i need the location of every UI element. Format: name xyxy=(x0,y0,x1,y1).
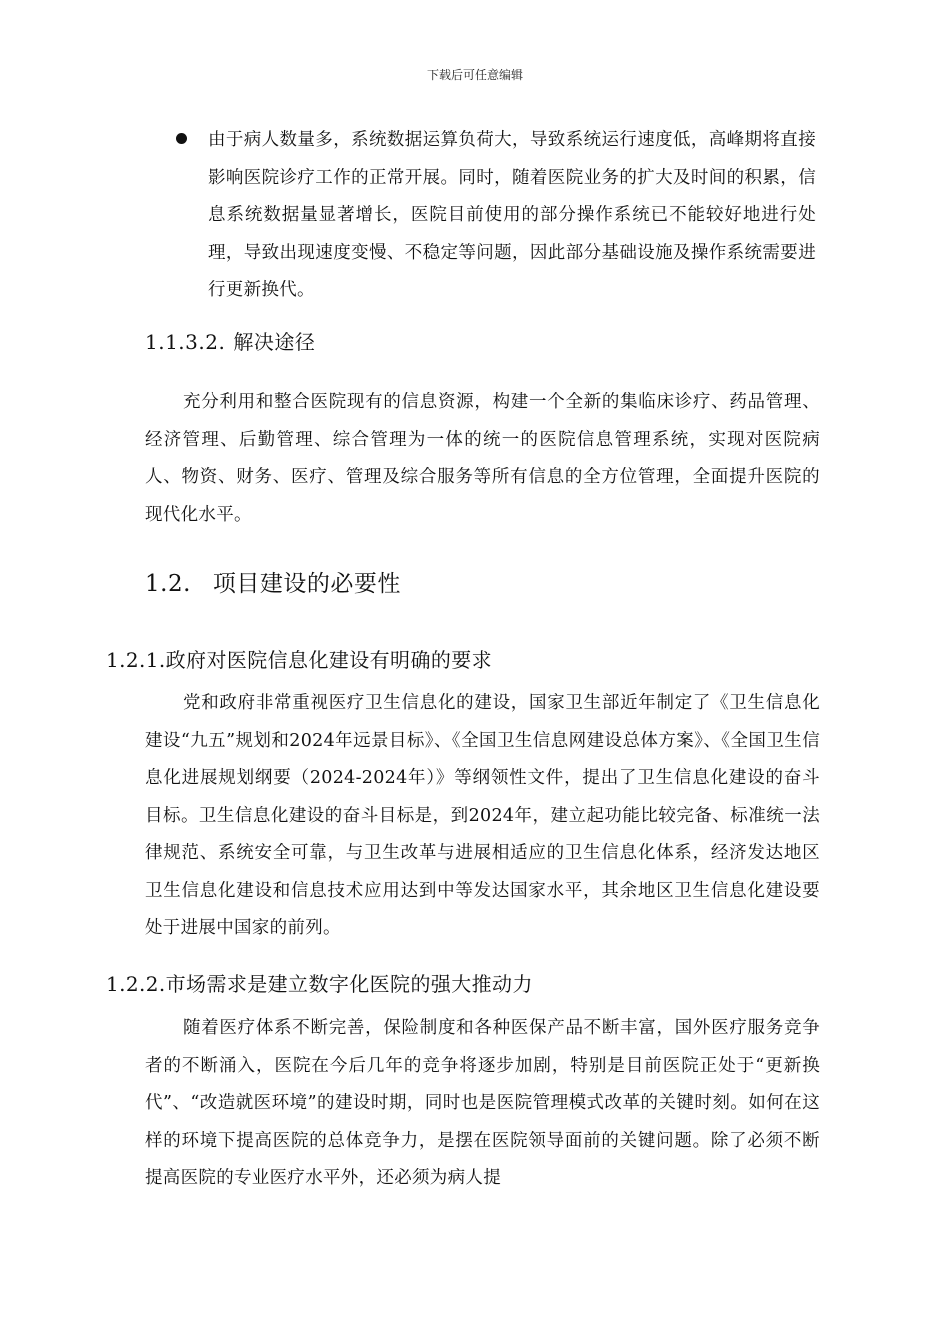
bullet-text: 由于病人数量多，系统数据运算负荷大，导致系统运行速度低，高峰期将直接影响医院诊疗工作的正常开展。同时，随着医院业务的扩大及时间的积累，信息系统数据量显著增长，医院目前使用的部分操作系统已不能较好地进行处理，导致出现速度变慢、不稳定等问题，因此部分基础设施及操作系统需要进行更新换代。 xyxy=(208,130,816,300)
bullet-item xyxy=(176,122,816,310)
paragraph-solution: 充分利用和整合医院现有的信息资源，构建一个全新的集临床诊疗、药品管理、经济管理、后勤管理、综合管理为一体的统一的医院信息管理系统，实现对医院病人、物资、财务、医疗、管理及综合服务等所有信息的全方位管理，全面提升医院的现代化水平。 xyxy=(145,392,820,525)
heading-title: 解决途径 xyxy=(233,330,316,354)
paragraph-market-demand: 随着医疗体系不断完善，保险制度和各种医保产品不断丰富，国外医疗服务竞争者的不断涌入，医院在今后几年的竞争将逐步加剧，特别是目前医院正处于“更新换代”、“改造就医环境”的建设时期，同时也是医院管理模式改革的关键时刻。如何在这样的环境下提高医院的总体竞争力，是摆在医院领导面前的关键问题。除了必须不断提高医院的专业医疗水平外，还必须为病人提 xyxy=(145,1018,820,1188)
page-header-note: 下载后可任意编辑 xyxy=(426,68,523,82)
heading-1-1-3-2 xyxy=(145,326,315,358)
bullet-dot-icon xyxy=(176,133,187,144)
heading-number: 1.2. xyxy=(145,571,191,597)
paragraph-government-requirements: 党和政府非常重视医疗卫生信息化的建设，国家卫生部近年制定了《卫生信息化建设“九五”规划和2024年远景目标》、《全国卫生信息网建设总体方案》、《全国卫生信息化进展规划纲要（2024-2024年）》等纲领性文件，提出了卫生信息化建设的奋斗目标。卫生信息化建设的奋斗目标是，到2024年，建立起功能比较完备、标准统一法律规范、系统安全可靠，与卫生改革与进展相适应的卫生信息化体系，经济发达地区卫生信息化建设和信息技术应用达到中等发达国家水平，其余地区卫生信息化建设要处于进展中国家的前列。 xyxy=(145,693,820,938)
heading-1-2 xyxy=(145,564,401,604)
heading-number: 1.1.3.2. xyxy=(145,330,226,354)
heading-1-2-2: 1.2.2.市场需求是建立数字化医院的强大推动力 xyxy=(106,972,533,996)
heading-1-2-1: 1.2.1.政府对医院信息化建设有明确的要求 xyxy=(106,648,493,672)
heading-title: 项目建设的必要性 xyxy=(212,571,401,597)
